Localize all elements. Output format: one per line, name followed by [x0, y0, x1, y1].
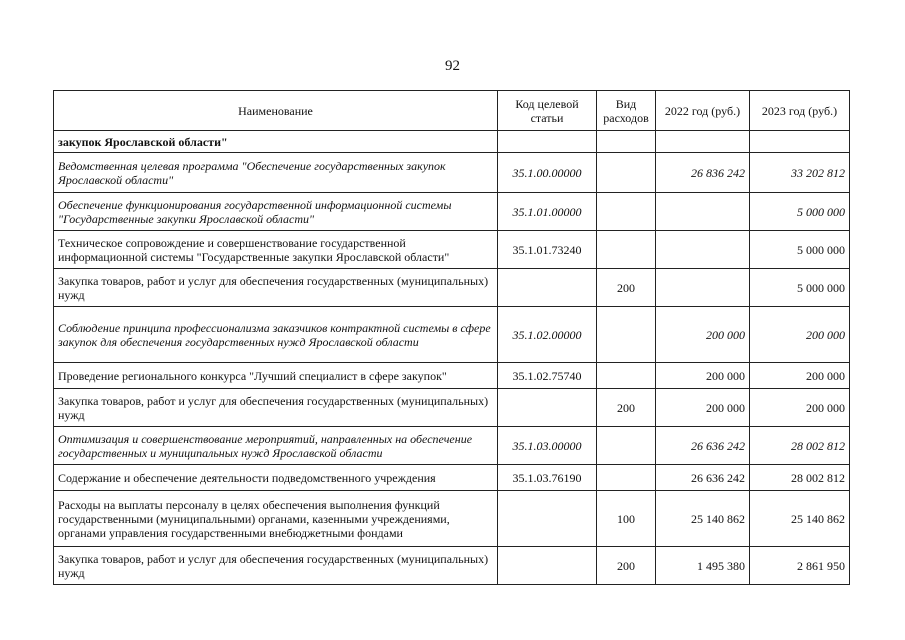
row-2022: [656, 231, 750, 269]
table-row: [54, 307, 850, 363]
row-name: закупок Ярославской области": [54, 131, 498, 153]
row-type: [597, 131, 656, 153]
row-name: Ведомственная целевая программа "Обеспечение государственных закупок Ярославской области": [54, 153, 498, 193]
row-type: [597, 153, 656, 193]
row-code: [498, 131, 597, 153]
header-code: Код целевой статьи: [498, 91, 597, 131]
row-name: Оптимизация и совершенствование мероприятий, направленных на обеспечение государственных и муниципальных нужд Ярославской области: [54, 427, 498, 465]
row-2022: 200 000: [656, 363, 750, 389]
row-type: [597, 193, 656, 231]
row-2022: [656, 193, 750, 231]
row-type: 200: [597, 547, 656, 585]
page-number: 92: [445, 58, 460, 74]
row-name: Содержание и обеспечение деятельности подведомственного учреждения: [54, 465, 498, 491]
row-type: [597, 427, 656, 465]
row-2022: 1 495 380: [656, 547, 750, 585]
table-row: [54, 269, 850, 307]
row-type: [597, 465, 656, 491]
row-2022: 26 836 242: [656, 153, 750, 193]
row-2023: 28 002 812: [750, 427, 850, 465]
table-row: [54, 427, 850, 465]
table-row: [54, 131, 850, 153]
row-2022: 26 636 242: [656, 427, 750, 465]
table-row: [54, 193, 850, 231]
header-type: Вид расходов: [597, 91, 656, 131]
row-2023: 200 000: [750, 389, 850, 427]
row-2023: 200 000: [750, 363, 850, 389]
table-row: [54, 363, 850, 389]
row-2022: 200 000: [656, 389, 750, 427]
row-2023: 200 000: [750, 307, 850, 363]
row-2022: [656, 269, 750, 307]
row-name: Закупка товаров, работ и услуг для обеспечения государственных (муниципальных) нужд: [54, 269, 498, 307]
row-2023: 2 861 950: [750, 547, 850, 585]
row-name: Техническое сопровождение и совершенствование государственной информационной системы "Государственные закупки Ярославской области": [54, 231, 498, 269]
budget-table: [53, 90, 850, 585]
table-row: [54, 547, 850, 585]
row-code: [498, 491, 597, 547]
row-2023: 25 140 862: [750, 491, 850, 547]
row-2022: 200 000: [656, 307, 750, 363]
table-header-row: [54, 91, 850, 131]
row-name: Расходы на выплаты персоналу в целях обеспечения выполнения функций государственными (муниципальными) органами, казенными учреждениями, органами управления государственными внебюджетными фондами: [54, 491, 498, 547]
table-row: [54, 389, 850, 427]
row-2022: 25 140 862: [656, 491, 750, 547]
table-row: [54, 231, 850, 269]
header-2022: 2022 год (руб.): [656, 91, 750, 131]
row-code: [498, 389, 597, 427]
row-2023: 5 000 000: [750, 231, 850, 269]
row-code: 35.1.01.73240: [498, 231, 597, 269]
row-name: Проведение регионального конкурса "Лучший специалист в сфере закупок": [54, 363, 498, 389]
header-2023: 2023 год (руб.): [750, 91, 850, 131]
row-name: Обеспечение функционирования государственной информационной системы "Государственные закупки Ярославской области": [54, 193, 498, 231]
row-code: 35.1.01.00000: [498, 193, 597, 231]
row-name: Закупка товаров, работ и услуг для обеспечения государственных (муниципальных) нужд: [54, 547, 498, 585]
row-name: Соблюдение принципа профессионализма заказчиков контрактной системы в сфере закупок для обеспечения государственных нужд Ярославской области: [54, 307, 498, 363]
row-code: 35.1.02.00000: [498, 307, 597, 363]
row-2023: 5 000 000: [750, 193, 850, 231]
row-name: Закупка товаров, работ и услуг для обеспечения государственных (муниципальных) нужд: [54, 389, 498, 427]
row-type: [597, 363, 656, 389]
row-code: 35.1.03.76190: [498, 465, 597, 491]
row-2022: 26 636 242: [656, 465, 750, 491]
row-2023: [750, 131, 850, 153]
row-type: [597, 231, 656, 269]
table-row: [54, 491, 850, 547]
row-2023: 5 000 000: [750, 269, 850, 307]
table-row: [54, 153, 850, 193]
row-type: [597, 307, 656, 363]
row-2023: 33 202 812: [750, 153, 850, 193]
header-name: Наименование: [54, 91, 498, 131]
row-type: 200: [597, 389, 656, 427]
row-code: 35.1.02.75740: [498, 363, 597, 389]
row-code: 35.1.00.00000: [498, 153, 597, 193]
row-type: 100: [597, 491, 656, 547]
row-code: [498, 547, 597, 585]
row-code: 35.1.03.00000: [498, 427, 597, 465]
row-2022: [656, 131, 750, 153]
table-row: [54, 465, 850, 491]
row-code: [498, 269, 597, 307]
row-type: 200: [597, 269, 656, 307]
row-2023: 28 002 812: [750, 465, 850, 491]
